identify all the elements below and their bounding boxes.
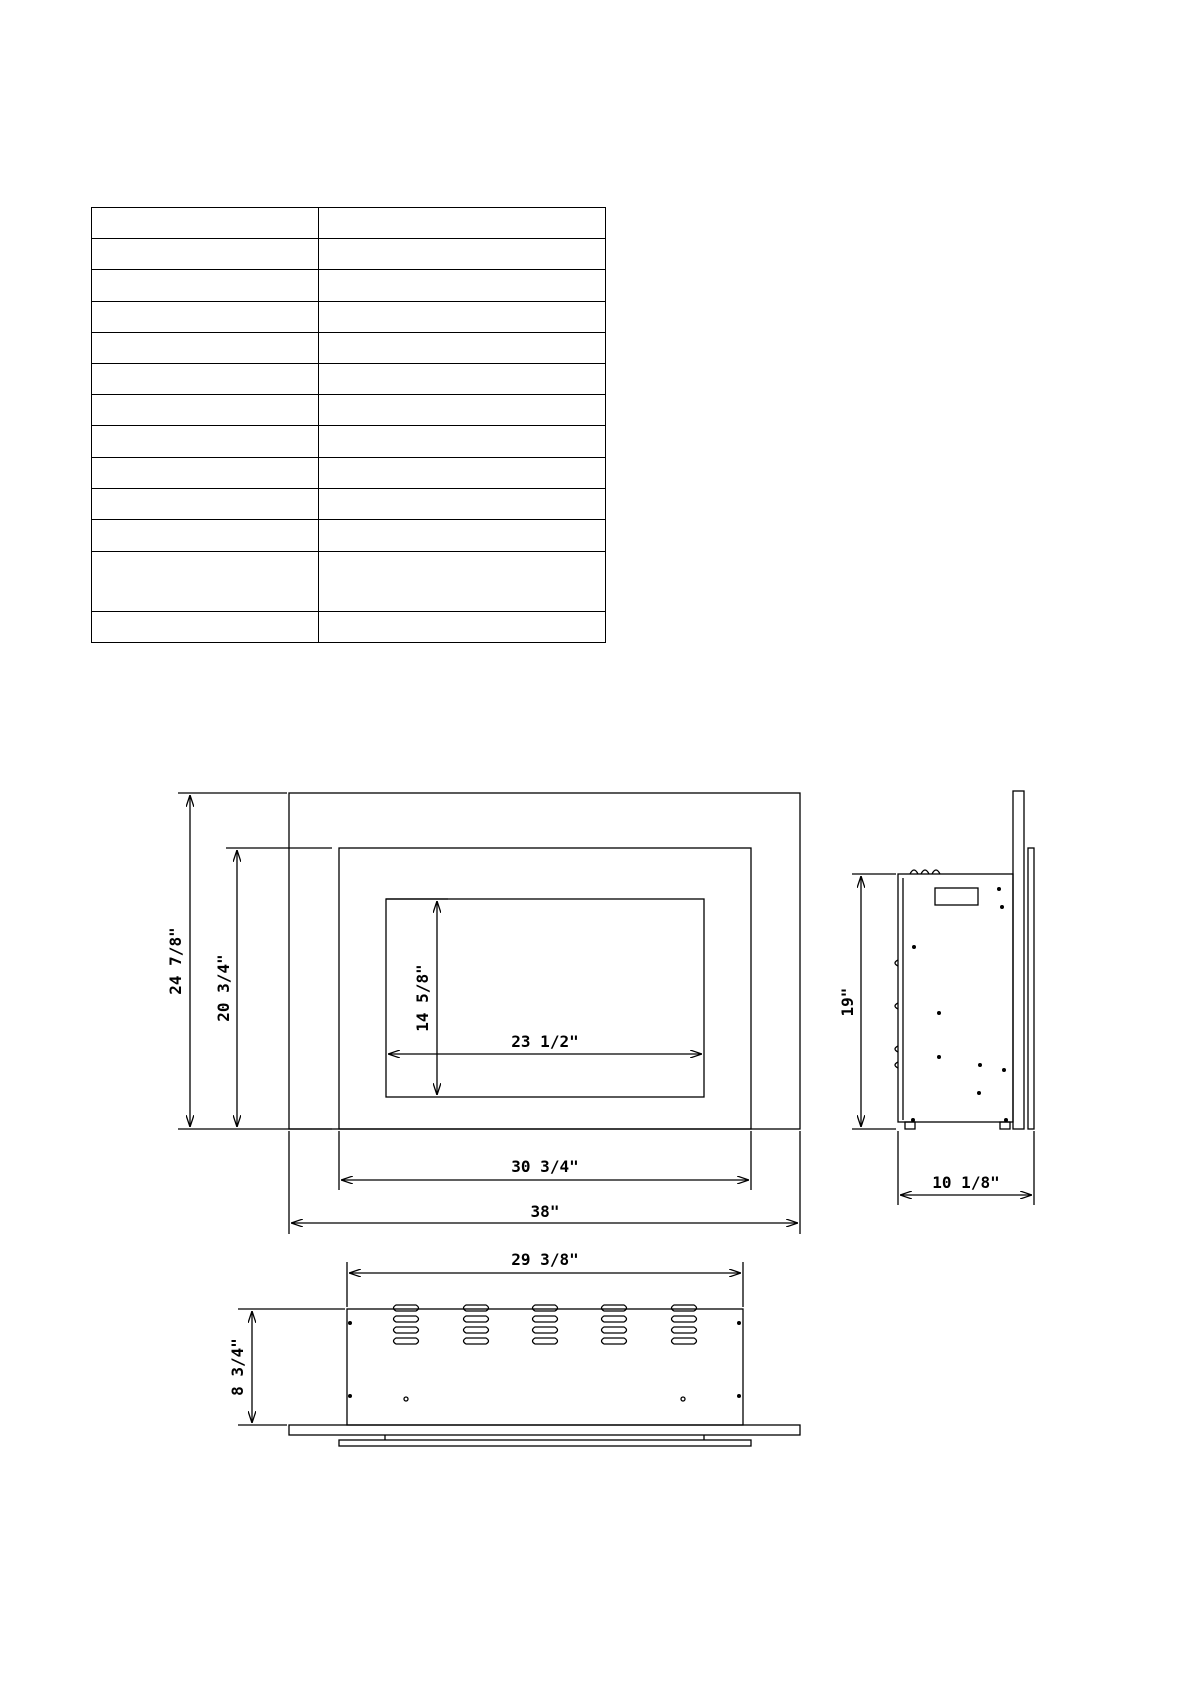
top-frame xyxy=(339,1440,751,1446)
side-control-panel xyxy=(935,888,978,905)
side-frame-panel xyxy=(1028,848,1034,1129)
opening-width-label: 23 1/2" xyxy=(511,1032,579,1051)
top-surround xyxy=(289,1425,800,1435)
top-depth-label: 8 3/4" xyxy=(228,1338,247,1396)
front-view xyxy=(178,793,800,1234)
top-view xyxy=(238,1262,800,1446)
side-depth-label: 10 1/8" xyxy=(932,1173,1000,1192)
overall-height-label: 24 7/8" xyxy=(166,927,185,995)
opening-height-label: 14 5/8" xyxy=(413,964,432,1032)
side-surround-panel xyxy=(1013,791,1024,1129)
side-height-label: 19" xyxy=(838,987,857,1017)
vent-louvers xyxy=(394,1305,697,1344)
outer-surround xyxy=(289,793,800,1129)
overall-width-label: 38" xyxy=(530,1202,560,1221)
side-view xyxy=(852,791,1034,1205)
frame-width-label: 30 3/4" xyxy=(511,1157,579,1176)
inner-frame xyxy=(339,848,751,1129)
frame-height-label: 20 3/4" xyxy=(214,954,233,1022)
firebox-opening xyxy=(386,899,704,1097)
top-width-label: 29 3/8" xyxy=(511,1250,579,1269)
side-body xyxy=(898,874,1013,1122)
